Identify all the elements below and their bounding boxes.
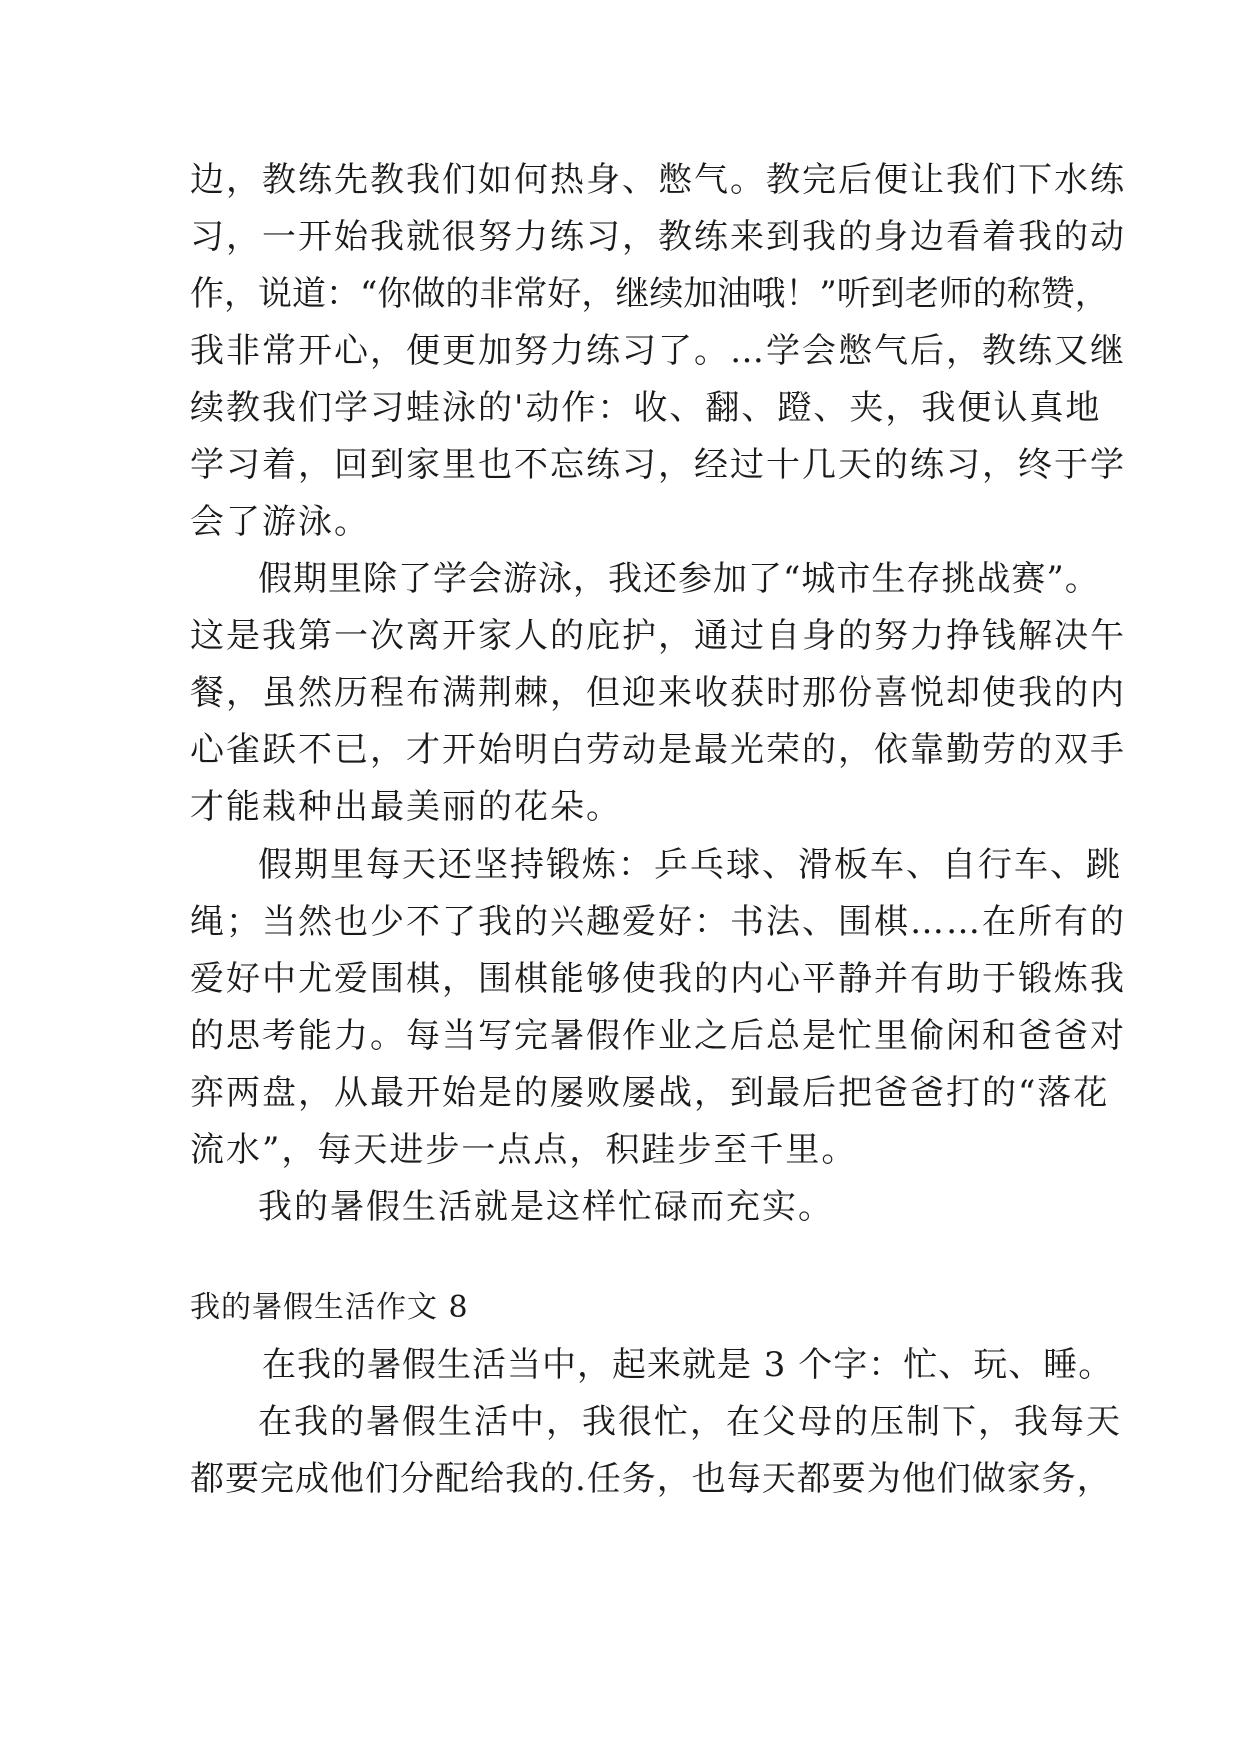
text-line: 弈两盘，从最开始是的屡败屡战，到最后把爸爸打的“落花	[190, 1073, 1110, 1113]
text-line: 流水”，每天进步一点点，积跬步至千里。	[190, 1130, 858, 1170]
text-line: 续教我们学习蛙泳的'动作：收、翻、蹬、夹，我便认真地	[190, 388, 1102, 428]
text-line: 的思考能力。每当写完暑假作业之后总是忙里偷闲和爸爸对	[190, 1016, 1126, 1056]
text-line: 才能栽种出最美丽的花朵。	[190, 787, 622, 827]
paragraph-first-line: 在我的暑假生活当中，起来就是 3 个字：忙、玩、睡。	[262, 1345, 1114, 1385]
text-line: 这是我第一次离开家人的庇护，通过自身的努力挣钱解决午	[190, 616, 1126, 656]
text-line: 会了游泳。	[190, 502, 370, 542]
essay-heading: 我的暑假生活作文 8	[190, 1290, 469, 1325]
text-line: 我非常开心，便更加努力练习了。…学会憋气后，教练又继	[190, 331, 1126, 371]
text-line: 边，教练先教我们如何热身、憋气。教完后便让我们下水练	[190, 160, 1126, 200]
text-line: 爱好中尤爱围棋，围棋能够使我的内心平静并有助于锻炼我	[190, 959, 1126, 999]
text-line: 学习着，回到家里也不忘练习，经过十几天的练习，终于学	[190, 445, 1126, 485]
text-line: 作，说道：“你做的非常好，继续加油哦！”听到老师的称赞，	[190, 274, 1109, 314]
text-line: 餐，虽然历程布满荆棘，但迎来收获时那份喜悦却使我的内	[190, 673, 1126, 713]
text-line: 心雀跃不已，才开始明白劳动是最光荣的，依靠勤劳的双手	[190, 730, 1126, 770]
paragraph-first-line: 我的暑假生活就是这样忙碌而充实。	[258, 1187, 834, 1227]
text-line: 都要完成他们分配给我的.任务，也每天都要为他们做家务，	[190, 1459, 1112, 1499]
paragraph-first-line: 在我的暑假生活中，我很忙，在父母的压制下，我每天	[258, 1402, 1122, 1442]
paragraph-first-line: 假期里除了学会游泳，我还参加了“城市生存挑战赛”。	[258, 559, 1100, 599]
paragraph-first-line: 假期里每天还坚持锻炼：乒乓球、滑板车、自行车、跳	[258, 845, 1122, 885]
text-line: 绳；当然也少不了我的兴趣爱好：书法、围棋……在所有的	[190, 902, 1126, 942]
text-line: 习，一开始我就很努力练习，教练来到我的身边看着我的动	[190, 217, 1126, 257]
